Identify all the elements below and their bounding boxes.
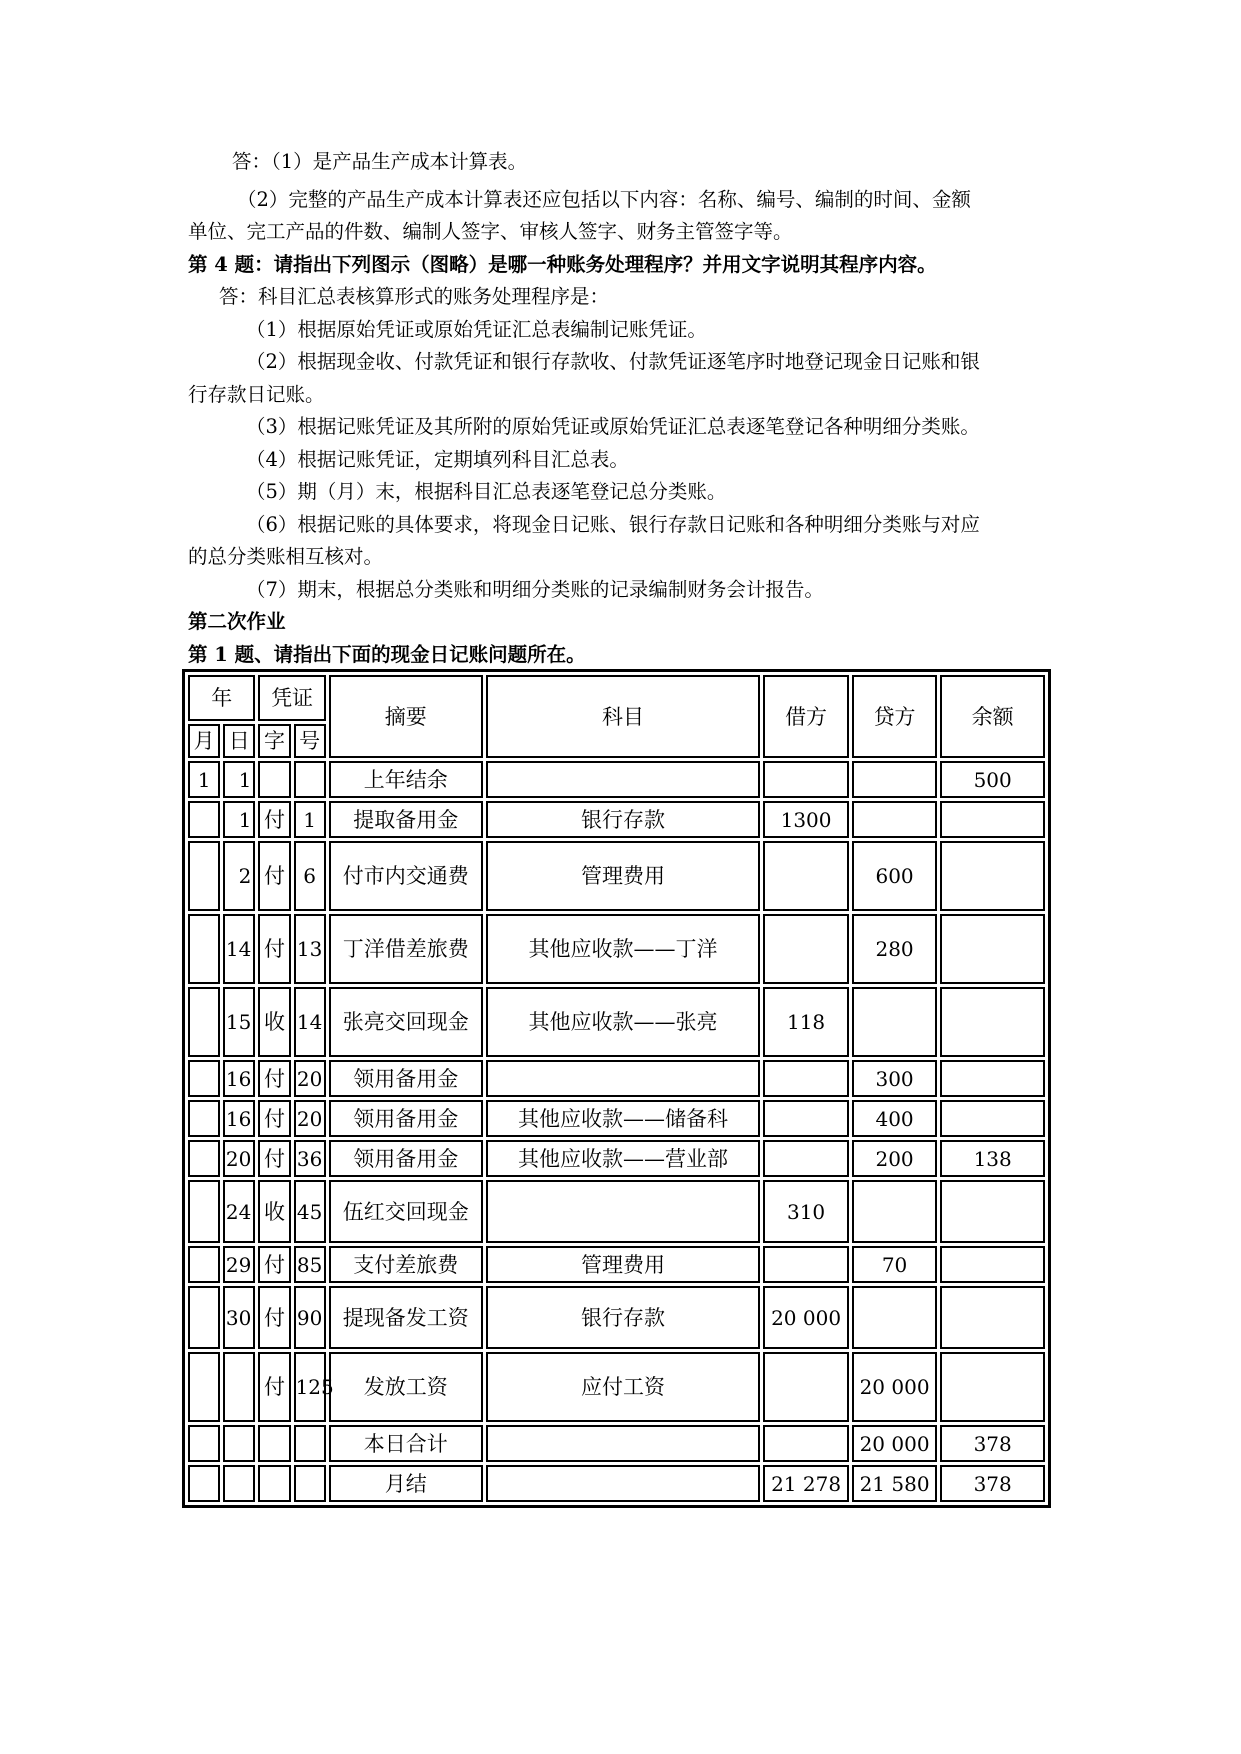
cell-summary: 领用备用金 (329, 1140, 483, 1177)
cell-d: 16 (223, 1100, 255, 1137)
cell-debit (763, 1246, 849, 1283)
table-row (188, 987, 1045, 1057)
header-char: 字 (258, 724, 290, 758)
cell-balance (940, 1100, 1045, 1137)
cell-summary: 丁洋借差旅费 (329, 914, 483, 984)
table-row (188, 1060, 1045, 1097)
cell-n: 14 (294, 987, 326, 1057)
table-row (188, 1286, 1045, 1349)
cell-d: 15 (223, 987, 255, 1057)
cell-balance: 500 (940, 761, 1045, 798)
cell-debit: 1300 (763, 801, 849, 838)
cell-debit (763, 1060, 849, 1097)
header-no: 号 (294, 724, 326, 758)
cash-journal-table (182, 669, 1051, 1508)
cell-c: 付 (258, 1352, 290, 1422)
cell-n: 85 (294, 1246, 326, 1283)
cell-summary: 上年结余 (329, 761, 483, 798)
cell-credit: 20 000 (852, 1425, 938, 1462)
cell-n: 125 (294, 1352, 326, 1422)
cell-account: 其他应收款——营业部 (486, 1140, 761, 1177)
answer-4-step-2a: （2）根据现金收、付款凭证和银行存款收、付款凭证逐笔序时地登记现金日记账和银 (246, 350, 980, 373)
answer-3-line-2: （2）完整的产品生产成本计算表还应包括以下内容：名称、编号、编制的时间、金额 (237, 188, 971, 211)
cash-journal-table-wrap (182, 669, 1051, 1508)
cell-c: 收 (258, 987, 290, 1057)
cell-account (486, 1425, 761, 1462)
cell-account: 应付工资 (486, 1352, 761, 1422)
cell-credit (852, 987, 938, 1057)
cell-account (486, 1180, 761, 1243)
cell-debit (763, 841, 849, 911)
table-row (188, 801, 1045, 838)
cell-summary: 领用备用金 (329, 1100, 483, 1137)
cell-balance (940, 841, 1045, 911)
table-row (188, 1465, 1045, 1502)
cell-m (188, 1246, 220, 1283)
answer-4-step-5: （5）期（月）末，根据科目汇总表逐笔登记总分类账。 (246, 480, 727, 503)
table-row (188, 761, 1045, 798)
cell-account: 其他应收款——储备科 (486, 1100, 761, 1137)
table-row (188, 914, 1045, 984)
cell-c: 收 (258, 1180, 290, 1243)
cell-credit (852, 1180, 938, 1243)
cell-m (188, 914, 220, 984)
cell-credit: 280 (852, 914, 938, 984)
cell-m: 1 (188, 761, 220, 798)
cell-m (188, 1140, 220, 1177)
answer-4-intro: 答：科目汇总表核算形式的账务处理程序是： (219, 285, 610, 308)
cell-n: 6 (294, 841, 326, 911)
cell-credit: 600 (852, 841, 938, 911)
cell-balance (940, 1352, 1045, 1422)
cell-summary: 领用备用金 (329, 1060, 483, 1097)
header-debit: 借方 (763, 675, 849, 758)
cell-credit (852, 761, 938, 798)
cell-debit: 118 (763, 987, 849, 1057)
cell-n: 20 (294, 1100, 326, 1137)
cell-d: 30 (223, 1286, 255, 1349)
answer-4-step-7: （7）期末，根据总分类账和明细分类账的记录编制财务会计报告。 (246, 578, 824, 601)
header-account: 科目 (486, 675, 761, 758)
header-voucher: 凭证 (258, 675, 325, 721)
cell-credit: 300 (852, 1060, 938, 1097)
table-row (188, 1140, 1045, 1177)
cell-m (188, 1180, 220, 1243)
cell-credit: 400 (852, 1100, 938, 1137)
cell-n (294, 1425, 326, 1462)
cell-m (188, 987, 220, 1057)
cell-n (294, 1465, 326, 1502)
cell-d: 29 (223, 1246, 255, 1283)
header-month: 月 (188, 724, 220, 758)
cell-summary: 付市内交通费 (329, 841, 483, 911)
answer-3-line-1: 答：（1）是产品生产成本计算表。 (232, 150, 528, 173)
cell-account: 银行存款 (486, 1286, 761, 1349)
header-balance: 余额 (940, 675, 1045, 758)
cell-account: 管理费用 (486, 1246, 761, 1283)
cell-d (223, 1465, 255, 1502)
cell-m (188, 1425, 220, 1462)
cell-summary: 张亮交回现金 (329, 987, 483, 1057)
cell-c (258, 761, 290, 798)
cell-summary: 支付差旅费 (329, 1246, 483, 1283)
header-day: 日 (223, 724, 255, 758)
cell-balance (940, 1286, 1045, 1349)
table-row (188, 1100, 1045, 1137)
cell-balance (940, 914, 1045, 984)
cell-summary: 月结 (329, 1465, 483, 1502)
cell-c: 付 (258, 1100, 290, 1137)
cell-m (188, 1060, 220, 1097)
cell-account: 银行存款 (486, 801, 761, 838)
cell-credit: 21 580 (852, 1465, 938, 1502)
cell-balance (940, 987, 1045, 1057)
cell-account: 其他应收款——丁洋 (486, 914, 761, 984)
cell-balance: 138 (940, 1140, 1045, 1177)
cell-n: 45 (294, 1180, 326, 1243)
answer-4-step-2b: 行存款日记账。 (188, 383, 325, 406)
question-1-title: 第 1 题、请指出下面的现金日记账问题所在。 (188, 643, 586, 666)
cell-balance (940, 801, 1045, 838)
cell-debit (763, 1100, 849, 1137)
table-row (188, 1352, 1045, 1422)
answer-4-step-1: （1）根据原始凭证或原始凭证汇总表编制记账凭证。 (246, 318, 707, 341)
cell-debit: 21 278 (763, 1465, 849, 1502)
cell-balance (940, 1060, 1045, 1097)
table-row (188, 1180, 1045, 1243)
answer-3-line-3: 单位、完工产品的件数、编制人签字、审核人签字、财务主管签字等。 (188, 220, 793, 243)
answer-4-step-4: （4）根据记账凭证，定期填列科目汇总表。 (246, 448, 629, 471)
cell-debit (763, 1425, 849, 1462)
cell-c: 付 (258, 1286, 290, 1349)
cell-summary: 提现备发工资 (329, 1286, 483, 1349)
cell-balance (940, 1246, 1045, 1283)
cell-debit: 310 (763, 1180, 849, 1243)
cell-n: 90 (294, 1286, 326, 1349)
table-row (188, 1246, 1045, 1283)
table-row (188, 841, 1045, 911)
cell-c: 付 (258, 914, 290, 984)
cell-d (223, 1425, 255, 1462)
cell-summary: 伍红交回现金 (329, 1180, 483, 1243)
cell-n: 1 (294, 801, 326, 838)
cell-n (294, 761, 326, 798)
cell-c: 付 (258, 1246, 290, 1283)
cell-m (188, 1286, 220, 1349)
header-year: 年 (188, 675, 255, 721)
cell-credit: 70 (852, 1246, 938, 1283)
cell-m (188, 1352, 220, 1422)
cell-c (258, 1465, 290, 1502)
cell-credit (852, 801, 938, 838)
cell-d: 1 (223, 801, 255, 838)
cell-credit: 20 000 (852, 1352, 938, 1422)
cell-account (486, 1465, 761, 1502)
cell-summary: 提取备用金 (329, 801, 483, 838)
cell-d: 2 (223, 841, 255, 911)
cell-m (188, 1465, 220, 1502)
cell-account: 管理费用 (486, 841, 761, 911)
cell-summary: 发放工资 (329, 1352, 483, 1422)
cell-d (223, 1352, 255, 1422)
cell-debit (763, 914, 849, 984)
cell-account: 其他应收款——张亮 (486, 987, 761, 1057)
cell-account (486, 1060, 761, 1097)
header-credit: 贷方 (852, 675, 938, 758)
cell-balance: 378 (940, 1425, 1045, 1462)
cell-c: 付 (258, 841, 290, 911)
cell-n: 36 (294, 1140, 326, 1177)
header-summary: 摘要 (329, 675, 483, 758)
answer-4-step-6a: （6）根据记账的具体要求，将现金日记账、银行存款日记账和各种明细分类账与对应 (246, 513, 980, 536)
cell-n: 20 (294, 1060, 326, 1097)
cell-d: 20 (223, 1140, 255, 1177)
cell-credit (852, 1286, 938, 1349)
cell-c: 付 (258, 1060, 290, 1097)
cell-c: 付 (258, 801, 290, 838)
cell-m (188, 1100, 220, 1137)
cell-summary: 本日合计 (329, 1425, 483, 1462)
cell-n: 13 (294, 914, 326, 984)
cell-debit (763, 1352, 849, 1422)
cell-account (486, 761, 761, 798)
section-heading: 第二次作业 (188, 610, 286, 633)
cell-balance (940, 1180, 1045, 1243)
answer-4-step-6b: 的总分类账相互核对。 (188, 545, 384, 568)
cell-m (188, 801, 220, 838)
cell-balance: 378 (940, 1465, 1045, 1502)
cell-d: 24 (223, 1180, 255, 1243)
cell-d: 14 (223, 914, 255, 984)
question-4-title: 第 4 题：请指出下列图示（图略）是哪一种账务处理程序？并用文字说明其程序内容。 (188, 253, 937, 276)
cell-debit (763, 761, 849, 798)
cell-credit: 200 (852, 1140, 938, 1177)
cell-debit (763, 1140, 849, 1177)
cell-d: 1 (223, 761, 255, 798)
answer-4-step-3: （3）根据记账凭证及其所附的原始凭证或原始凭证汇总表逐笔登记各种明细分类账。 (246, 415, 980, 438)
cell-c: 付 (258, 1140, 290, 1177)
cell-d: 16 (223, 1060, 255, 1097)
cell-debit: 20 000 (763, 1286, 849, 1349)
cell-c (258, 1425, 290, 1462)
cell-m (188, 841, 220, 911)
table-row (188, 1425, 1045, 1462)
